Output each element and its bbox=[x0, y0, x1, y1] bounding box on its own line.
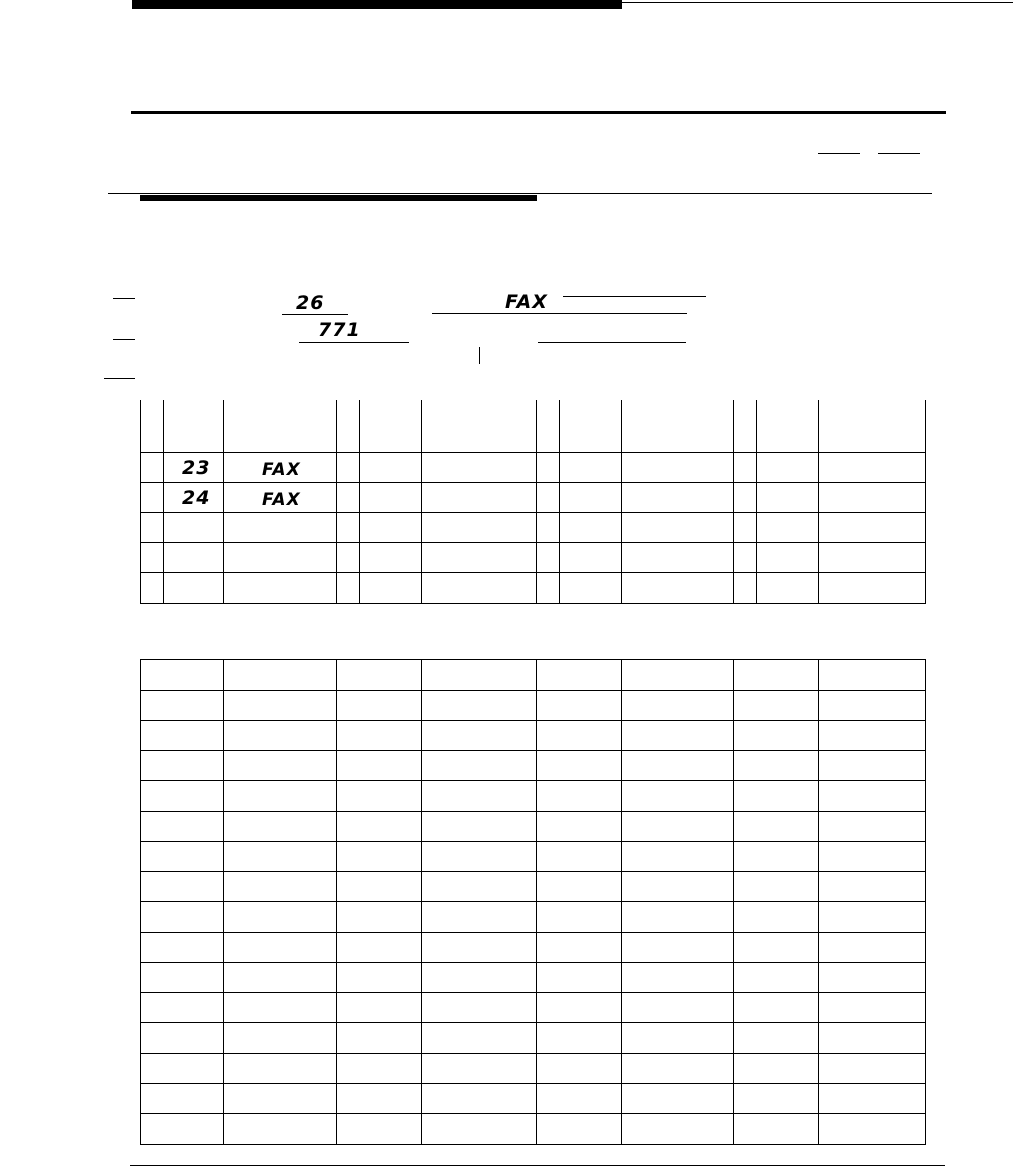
table1-row2-number: 24 bbox=[182, 487, 211, 509]
table1-row1-type: FAX bbox=[262, 460, 301, 480]
table1-row1-number: 23 bbox=[182, 457, 211, 479]
footer-rule bbox=[130, 1165, 945, 1166]
field-a-value: 26 bbox=[296, 292, 325, 314]
field-c-value: 771 bbox=[318, 319, 361, 341]
field-b-value: FAX bbox=[505, 291, 548, 313]
table1-row2-type: FAX bbox=[262, 490, 301, 510]
